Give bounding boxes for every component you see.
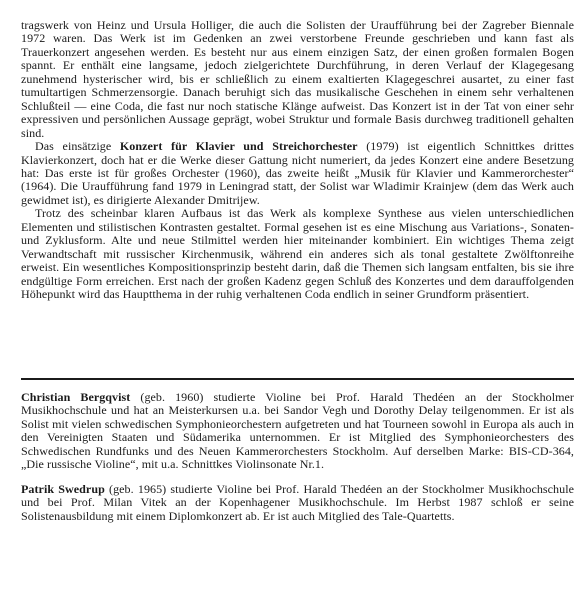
bio-patrik-swedrup (21, 483, 574, 523)
section-divider (21, 378, 574, 380)
bio-text: (geb. 1960) studierte Violine bei Prof. Harald Thedéen an der Stockholmer Musikhochschule und hat an Meisterkursen u.a. bei Sandor Vegh und Dorothy Delay teilgenommen. Er ist als Solist mit vielen schwedischen Symphonieorchestern aufgetreten und hat Tourneen sowohl in Europa als auch in den Vereinigten Staaten und Südamerika unternommen. Er ist Mitglied des Symphonieorchesters des Schwedischen Rundfunks und des Neuen Kammerorchesters Stockholm. Auf derselben Marke: BIS-CD-364, „Die russische Violine“, mit u.a. Schnittkes Violinsonate Nr.1. (21, 390, 574, 472)
essay-paragraph-2-body: (1979) ist eigentlich Schnittkes drittes Klavierkonzert, doch hat er die Werke dieser Gattung nicht numeriert, da jedes Konzert eine andere Besetzung hat: Das erste ist für großes Orchester (1960), das zweite heißt „Musik für Klavier und Kammerorchester“ (1964). Die Uraufführung fand 1979 in Leningrad statt, der Solist war Wladimir Krainjew (dem das Werk auch gewidmet ist), es dirigierte Alexander Dmitrijew. (21, 139, 574, 207)
bio-name: Christian Bergqvist (21, 390, 131, 404)
bio-christian-bergqvist (21, 391, 574, 472)
bio-text: (geb. 1965) studierte Violine bei Prof. Harald Thedéen an der Stockholmer Musikhochschule und bei Prof. Milan Vitek an der Kopenhagener Musikhochschule. Im Herbst 1987 schloß er seine Solistenausbildung mit einem Diplomkonzert ab. Er ist auch Mitglied des Tale-Quartetts. (21, 481, 574, 523)
essay-section (21, 19, 574, 302)
bio-name: Patrik Swedrup (21, 481, 105, 496)
biographies-section (21, 391, 574, 523)
work-title: Konzert für Klavier und Streichorchester (119, 139, 358, 154)
essay-paragraph-3: Trotz des scheinbar klaren Aufbaus ist das Werk als komplexe Synthese aus vielen unterschiedlichen Elementen und stilistischen Kontrasten gestaltet. Formal gesehen ist es eine Mischung aus Variations-, Sonaten- und Zyklusform. Alte und neue Stilmittel werden hier miteinander kombiniert. Ein wichtiges Thema zeigt Verwandtschaft mit russischer Kirchenmusik, während ein anderes sich als tonal gestaltete Zwölftonreihe erweist. Ein wesentliches Kompositionsprinzip besteht darin, daß die Themen sich langsam entfalten, bis sie ihre endgültige Form erreichen. Erst nach der großen Kadenz gegen Schluß des Konzertes und dem darauffolgenden Höhepunkt wird das Hauptthema in der ruhig verhaltenen Coda endlich in seiner Grundform präsentiert. (21, 206, 574, 302)
essay-paragraph-2 (21, 140, 574, 207)
essay-paragraph-1: tragswerk von Heinz und Ursula Holliger, die auch die Solisten der Uraufführung bei der Zagreber Biennale 1972 waren. Das Werk ist im Gedenken an zwei verstorbene Freunde geschrieben und kann fast als Trauerkonzert angesehen werden. Es besteht nur aus einem einzigen Satz, der einen großen formalen Bogen spannt. Er enthält eine langsame, jedoch zielgerichtete Durchführung, in deren Verlauf der Klagegesang zunehmend hysterischer wird, bis er schließlich zu einem exaltierten Klagegeschrei ausartet, zu einer fast tumultartigen Schmerzensorgie. Danach beruhigt sich das musikalische Geschehen in einem sehr verhaltenen Schlußteil — eine Coda, die fast nur noch statische Klänge aufweist. Das Konzert ist in der Tat von einer sehr expressiven und persönlichen Aussage geprägt, wobei Struktur und formale Basis durchweg traditionell gehalten sind. (21, 18, 574, 140)
essay-paragraph-2-lead: Das einsätzige (35, 139, 120, 154)
